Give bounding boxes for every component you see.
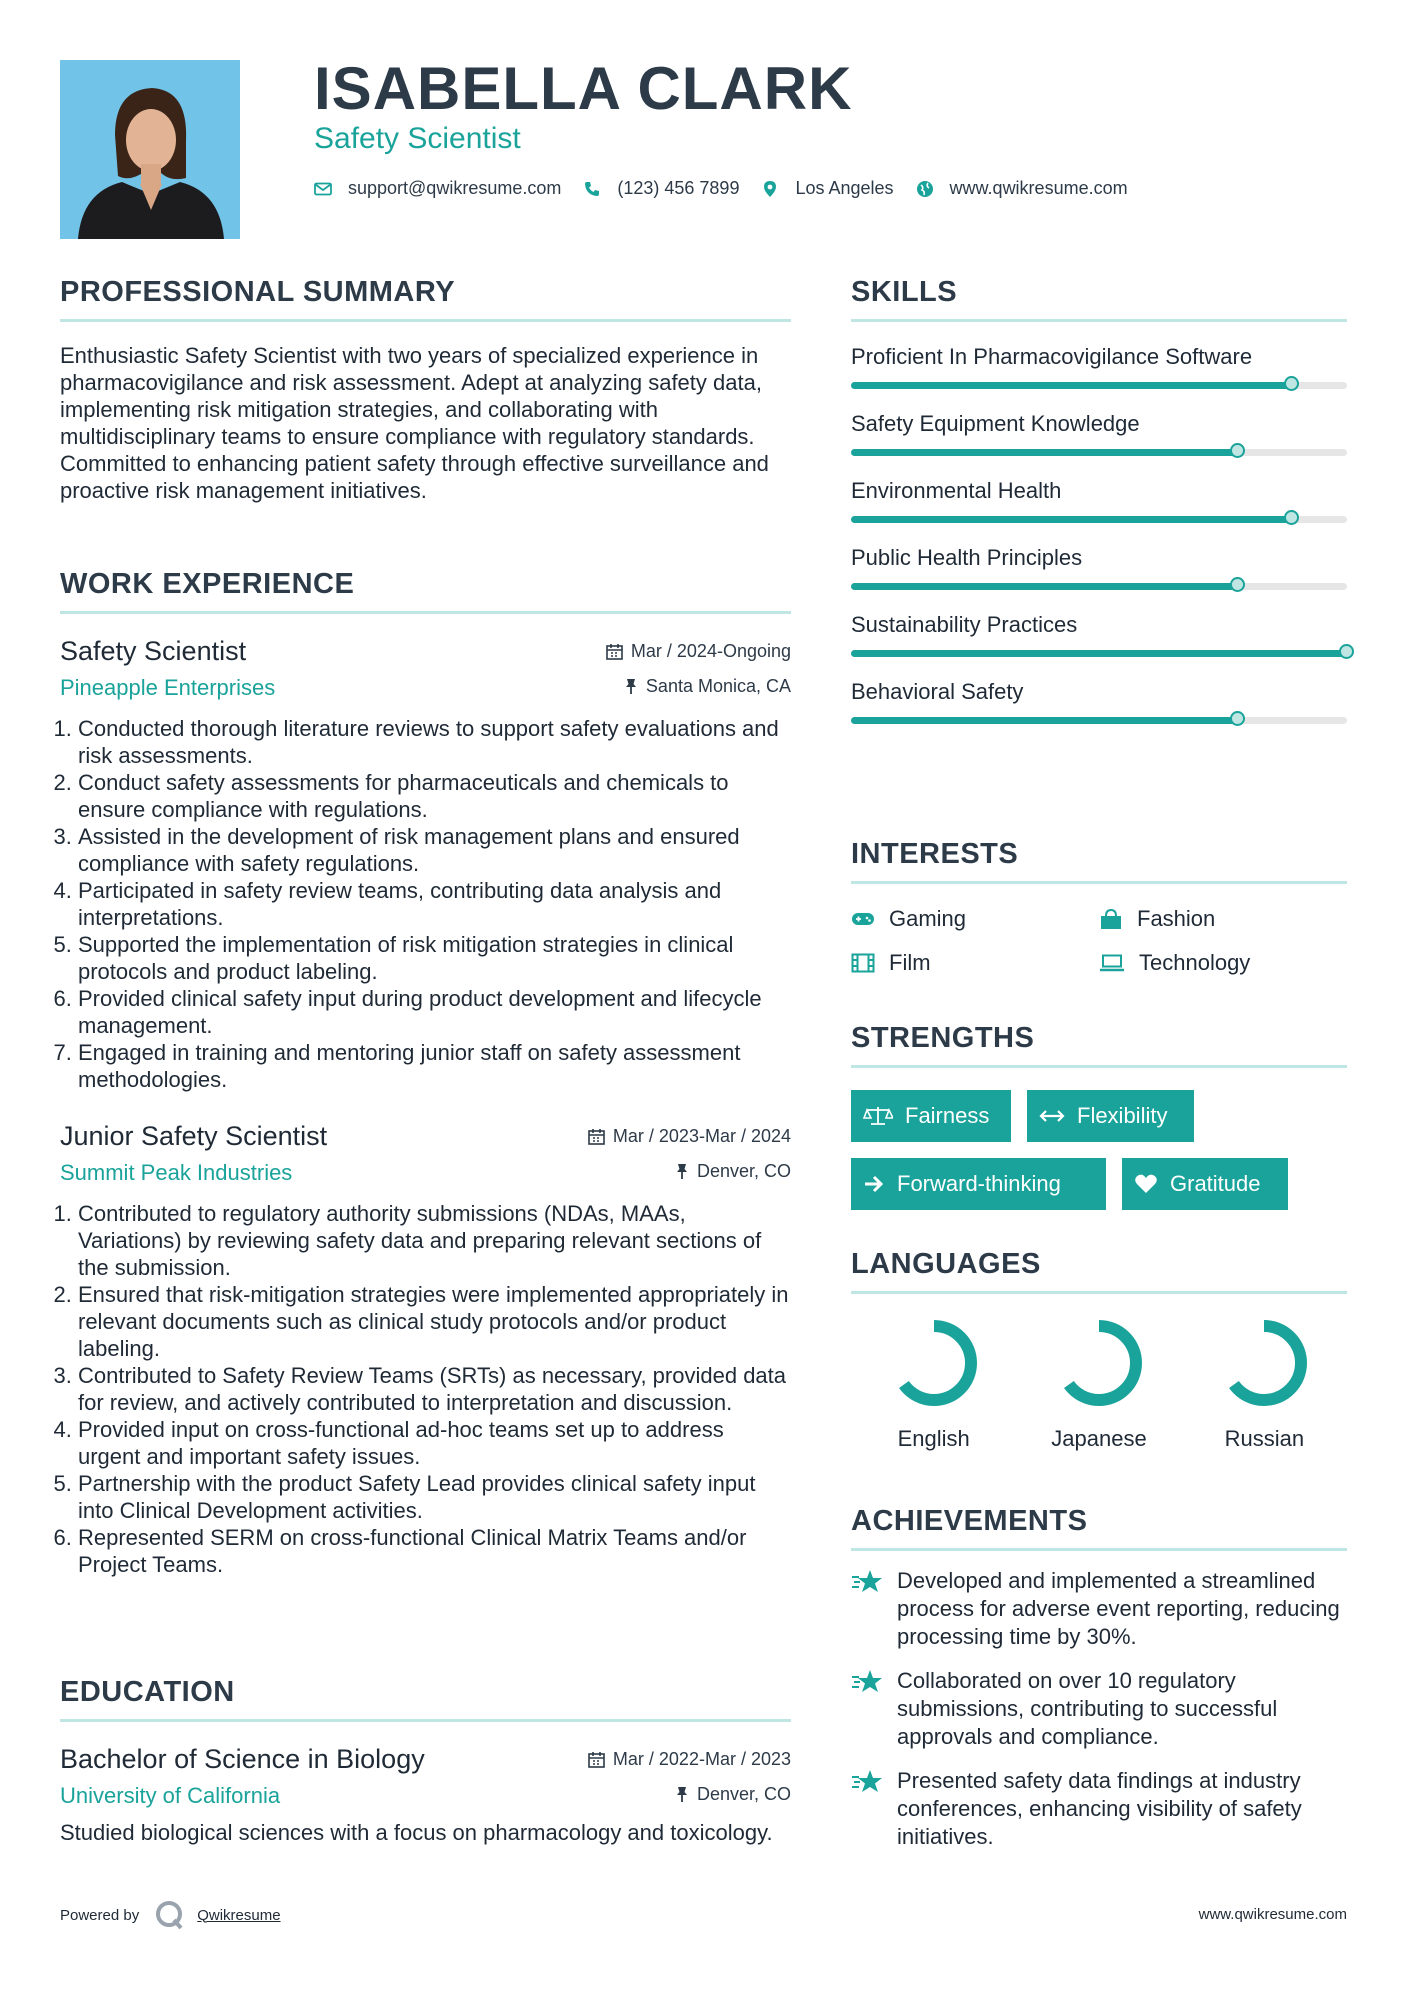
contact-location — [761, 178, 893, 199]
list-item: 5. Supported the implementation of risk mitigation strategies in clinical protocols and product labeling. — [78, 931, 791, 985]
company-name: Pineapple Enterprises — [60, 675, 276, 700]
summary-heading: PROFESSIONAL SUMMARY — [60, 276, 456, 308]
skills-heading: SKILLS — [851, 276, 958, 308]
skill-bar — [851, 650, 1347, 657]
achievement-text: Developed and implemented a streamlined process for adverse event reporting, reducing processing time by 30%. — [897, 1568, 1340, 1649]
language-item — [1182, 1318, 1347, 1452]
section-divider — [60, 611, 791, 614]
strength-badge — [1122, 1158, 1288, 1210]
achievements-list — [851, 1567, 1347, 1851]
balance-scale-icon — [863, 1105, 893, 1127]
skill-bar — [851, 583, 1347, 590]
skill-bar — [851, 516, 1347, 523]
phone-icon — [583, 180, 601, 198]
skill-bar-fill — [851, 516, 1292, 523]
email-text: support@qwikresume.com — [348, 178, 562, 198]
skill-bar-knob — [1339, 644, 1354, 659]
pushpin-icon — [675, 1786, 689, 1803]
job-duties-list — [60, 1200, 791, 1578]
achievement-item — [851, 1767, 1347, 1851]
calendar-icon — [606, 643, 623, 660]
summary-text: Enthusiastic Safety Scientist with two years of specialized experience in pharmacovigilance and risk assessment. Adept at analyzing safety data, implementing risk mitigation strategies, and collaborating with multidisciplinary teams to ensure compliance with regulatory standards. Committed to enhancing patient safety through effective surveillance and proactive risk management initiatives. — [60, 343, 769, 503]
star-award-icon — [851, 1669, 883, 1695]
achievements-heading: ACHIEVEMENTS — [851, 1505, 1088, 1537]
interest-item — [851, 950, 1099, 976]
job-entry — [60, 1121, 791, 1578]
achievement-text: Collaborated on over 10 regulatory submissions, contributing to successful approvals and compliance. — [897, 1668, 1278, 1749]
skill-bar — [851, 717, 1347, 724]
pushpin-icon — [675, 1163, 689, 1180]
interest-item — [851, 906, 1099, 932]
section-divider — [60, 319, 791, 322]
interest-item — [1099, 950, 1347, 976]
company-name: Summit Peak Industries — [60, 1160, 293, 1185]
list-item: 3. Assisted in the development of risk management plans and ensured compliance with safety regulations. — [78, 823, 791, 877]
list-item: 5. Partnership with the product Safety Lead provides clinical safety input into Clinical Development activities. — [78, 1470, 791, 1524]
strength-badge — [851, 1090, 1011, 1142]
achievement-item — [851, 1567, 1347, 1651]
strength-label: Forward-thinking — [897, 1171, 1061, 1196]
skill-name: Safety Equipment Knowledge — [851, 411, 1140, 436]
section-divider — [851, 319, 1347, 322]
laptop-icon — [1099, 954, 1125, 972]
achievement-text: Presented safety data findings at industry conferences, enhancing visibility of safety initiatives. — [897, 1768, 1302, 1849]
interest-label: Gaming — [889, 906, 967, 931]
contact-bar — [314, 178, 1150, 199]
skill-bar-fill — [851, 449, 1238, 456]
language-ring-arc — [1062, 1326, 1136, 1400]
location-text: Los Angeles — [795, 178, 894, 198]
skill-name: Public Health Principles — [851, 545, 1083, 570]
footer-powered-by — [60, 1898, 281, 1932]
skill-bar-knob — [1284, 510, 1299, 525]
list-item: 6. Represented SERM on cross-functional Clinical Matrix Teams and/or Project Teams. — [78, 1524, 791, 1578]
skill-bar-knob — [1230, 443, 1245, 458]
skill-item — [851, 411, 1347, 456]
job-location: Santa Monica, CA — [624, 676, 791, 697]
strength-label: Fairness — [905, 1103, 990, 1128]
bag-icon — [1099, 908, 1123, 930]
list-item: 1. Contributed to regulatory authority submissions (NDAs, MAAs, Variations) by reviewing safety data and preparing relevant sections of the submission. — [78, 1200, 791, 1281]
strengths-heading: STRENGTHS — [851, 1022, 1035, 1054]
section-divider — [851, 1291, 1347, 1294]
phone-text: (123) 456 7899 — [617, 178, 740, 198]
skill-bar-fill — [851, 583, 1238, 590]
qwikresume-logo-icon — [153, 1898, 187, 1932]
language-ring — [1054, 1318, 1144, 1408]
skill-bar-fill — [851, 650, 1347, 657]
interest-label: Fashion — [1137, 906, 1216, 931]
skill-bar-knob — [1230, 577, 1245, 592]
calendar-icon — [588, 1128, 605, 1145]
section-divider — [851, 881, 1347, 884]
education-description: Studied biological sciences with a focus on pharmacology and toxicology. — [60, 1820, 773, 1845]
section-divider — [60, 1719, 791, 1722]
education-entry — [60, 1744, 791, 1846]
education-section — [60, 1676, 791, 1846]
list-item: 6. Provided clinical safety input during product development and lifecycle management. — [78, 985, 791, 1039]
website-text: www.qwikresume.com — [949, 178, 1128, 198]
language-ring-arc — [897, 1326, 971, 1400]
globe-icon — [916, 180, 934, 198]
list-item: 7. Engaged in training and mentoring junior staff on safety assessment methodologies. — [78, 1039, 791, 1093]
skill-item — [851, 344, 1347, 389]
brand-link[interactable]: Qwikresume — [197, 1906, 281, 1924]
job-dates: Mar / 2024-Ongoing — [606, 641, 791, 662]
languages-section — [851, 1248, 1347, 1452]
footer-website[interactable]: www.qwikresume.com — [1198, 1906, 1347, 1923]
skill-name: Behavioral Safety — [851, 679, 1024, 704]
strength-label: Gratitude — [1170, 1171, 1261, 1196]
degree-title: Bachelor of Science in Biology — [60, 1744, 425, 1774]
language-name: Russian — [1224, 1426, 1305, 1451]
language-item — [851, 1318, 1016, 1452]
list-item: 2. Ensured that risk-mitigation strategies were implemented appropriately in relevant documents such as clinical study protocols and/or product labeling. — [78, 1281, 791, 1362]
strengths-section — [851, 1022, 1347, 1210]
skill-name: Sustainability Practices — [851, 612, 1078, 637]
job-duties-list — [60, 715, 791, 1093]
contact-website[interactable] — [916, 178, 1128, 199]
education-heading: EDUCATION — [60, 1676, 235, 1708]
job-dates: Mar / 2023-Mar / 2024 — [588, 1126, 791, 1147]
envelope-icon — [314, 180, 332, 198]
language-name: Japanese — [1051, 1426, 1147, 1451]
job-entry — [60, 636, 791, 1093]
skill-bar-fill — [851, 717, 1238, 724]
film-icon — [851, 953, 875, 973]
interests-section — [851, 838, 1347, 976]
candidate-title: Safety Scientist — [314, 122, 521, 155]
strength-badge — [851, 1158, 1106, 1210]
achievement-item — [851, 1667, 1347, 1751]
calendar-icon — [588, 1751, 605, 1768]
skill-bar-knob — [1284, 376, 1299, 391]
star-award-icon — [851, 1569, 883, 1595]
job-location: Denver, CO — [675, 1161, 791, 1182]
languages-list — [851, 1318, 1347, 1452]
skill-name: Proficient In Pharmacovigilance Software — [851, 344, 1253, 369]
skill-bar-knob — [1230, 711, 1245, 726]
skill-item — [851, 478, 1347, 523]
language-ring-arc — [1227, 1326, 1301, 1400]
skills-list — [851, 344, 1347, 724]
section-divider — [851, 1065, 1347, 1068]
arrows-horizontal-icon — [1039, 1108, 1065, 1124]
experience-heading: WORK EXPERIENCE — [60, 568, 355, 600]
map-marker-icon — [761, 180, 779, 198]
strengths-list — [851, 1090, 1347, 1210]
arrow-right-icon — [863, 1174, 885, 1194]
powered-by-text: Powered by — [60, 1906, 140, 1924]
skill-item — [851, 545, 1347, 590]
pushpin-icon — [624, 678, 638, 695]
candidate-name: ISABELLA CLARK — [314, 55, 853, 122]
contact-email[interactable] — [314, 178, 561, 199]
language-ring — [1219, 1318, 1309, 1408]
language-item — [1016, 1318, 1181, 1452]
heart-icon — [1134, 1173, 1158, 1195]
skills-section — [851, 276, 1347, 724]
list-item: 4. Participated in safety review teams, contributing data analysis and interpretations. — [78, 877, 791, 931]
job-title: Safety Scientist — [60, 636, 247, 666]
language-ring — [889, 1318, 979, 1408]
skill-item — [851, 679, 1347, 724]
job-title: Junior Safety Scientist — [60, 1121, 328, 1151]
gamepad-icon — [851, 910, 875, 928]
education-dates: Mar / 2022-Mar / 2023 — [588, 1749, 791, 1770]
contact-phone[interactable] — [583, 178, 739, 199]
section-divider — [851, 1548, 1347, 1551]
education-location: Denver, CO — [675, 1784, 791, 1805]
list-item: 2. Conduct safety assessments for pharmaceuticals and chemicals to ensure compliance with regulations. — [78, 769, 791, 823]
skill-name: Environmental Health — [851, 478, 1062, 503]
interest-label: Technology — [1139, 950, 1251, 975]
profile-photo — [60, 60, 240, 239]
achievements-section — [851, 1505, 1347, 1851]
skill-bar — [851, 449, 1347, 456]
interest-item — [1099, 906, 1347, 932]
summary-section — [60, 276, 791, 504]
skill-item — [851, 612, 1347, 657]
person-silhouette-icon — [60, 60, 240, 239]
strength-label: Flexibility — [1077, 1103, 1168, 1128]
list-item: 4. Provided input on cross-functional ad-hoc teams set up to address urgent and important safety issues. — [78, 1416, 791, 1470]
school-name: University of California — [60, 1783, 281, 1808]
skill-bar-fill — [851, 382, 1292, 389]
list-item: 1. Conducted thorough literature reviews to support safety evaluations and risk assessments. — [78, 715, 791, 769]
interests-list — [851, 906, 1347, 976]
star-award-icon — [851, 1769, 883, 1795]
language-name: English — [897, 1426, 970, 1451]
interests-heading: INTERESTS — [851, 838, 1019, 870]
languages-heading: LANGUAGES — [851, 1248, 1041, 1280]
skill-bar — [851, 382, 1347, 389]
experience-section — [60, 568, 791, 1578]
list-item: 3. Contributed to Safety Review Teams (SRTs) as necessary, provided data for review, and actively contributed to interpretation and discussion. — [78, 1362, 791, 1416]
interest-label: Film — [889, 950, 931, 975]
strength-badge — [1027, 1090, 1194, 1142]
